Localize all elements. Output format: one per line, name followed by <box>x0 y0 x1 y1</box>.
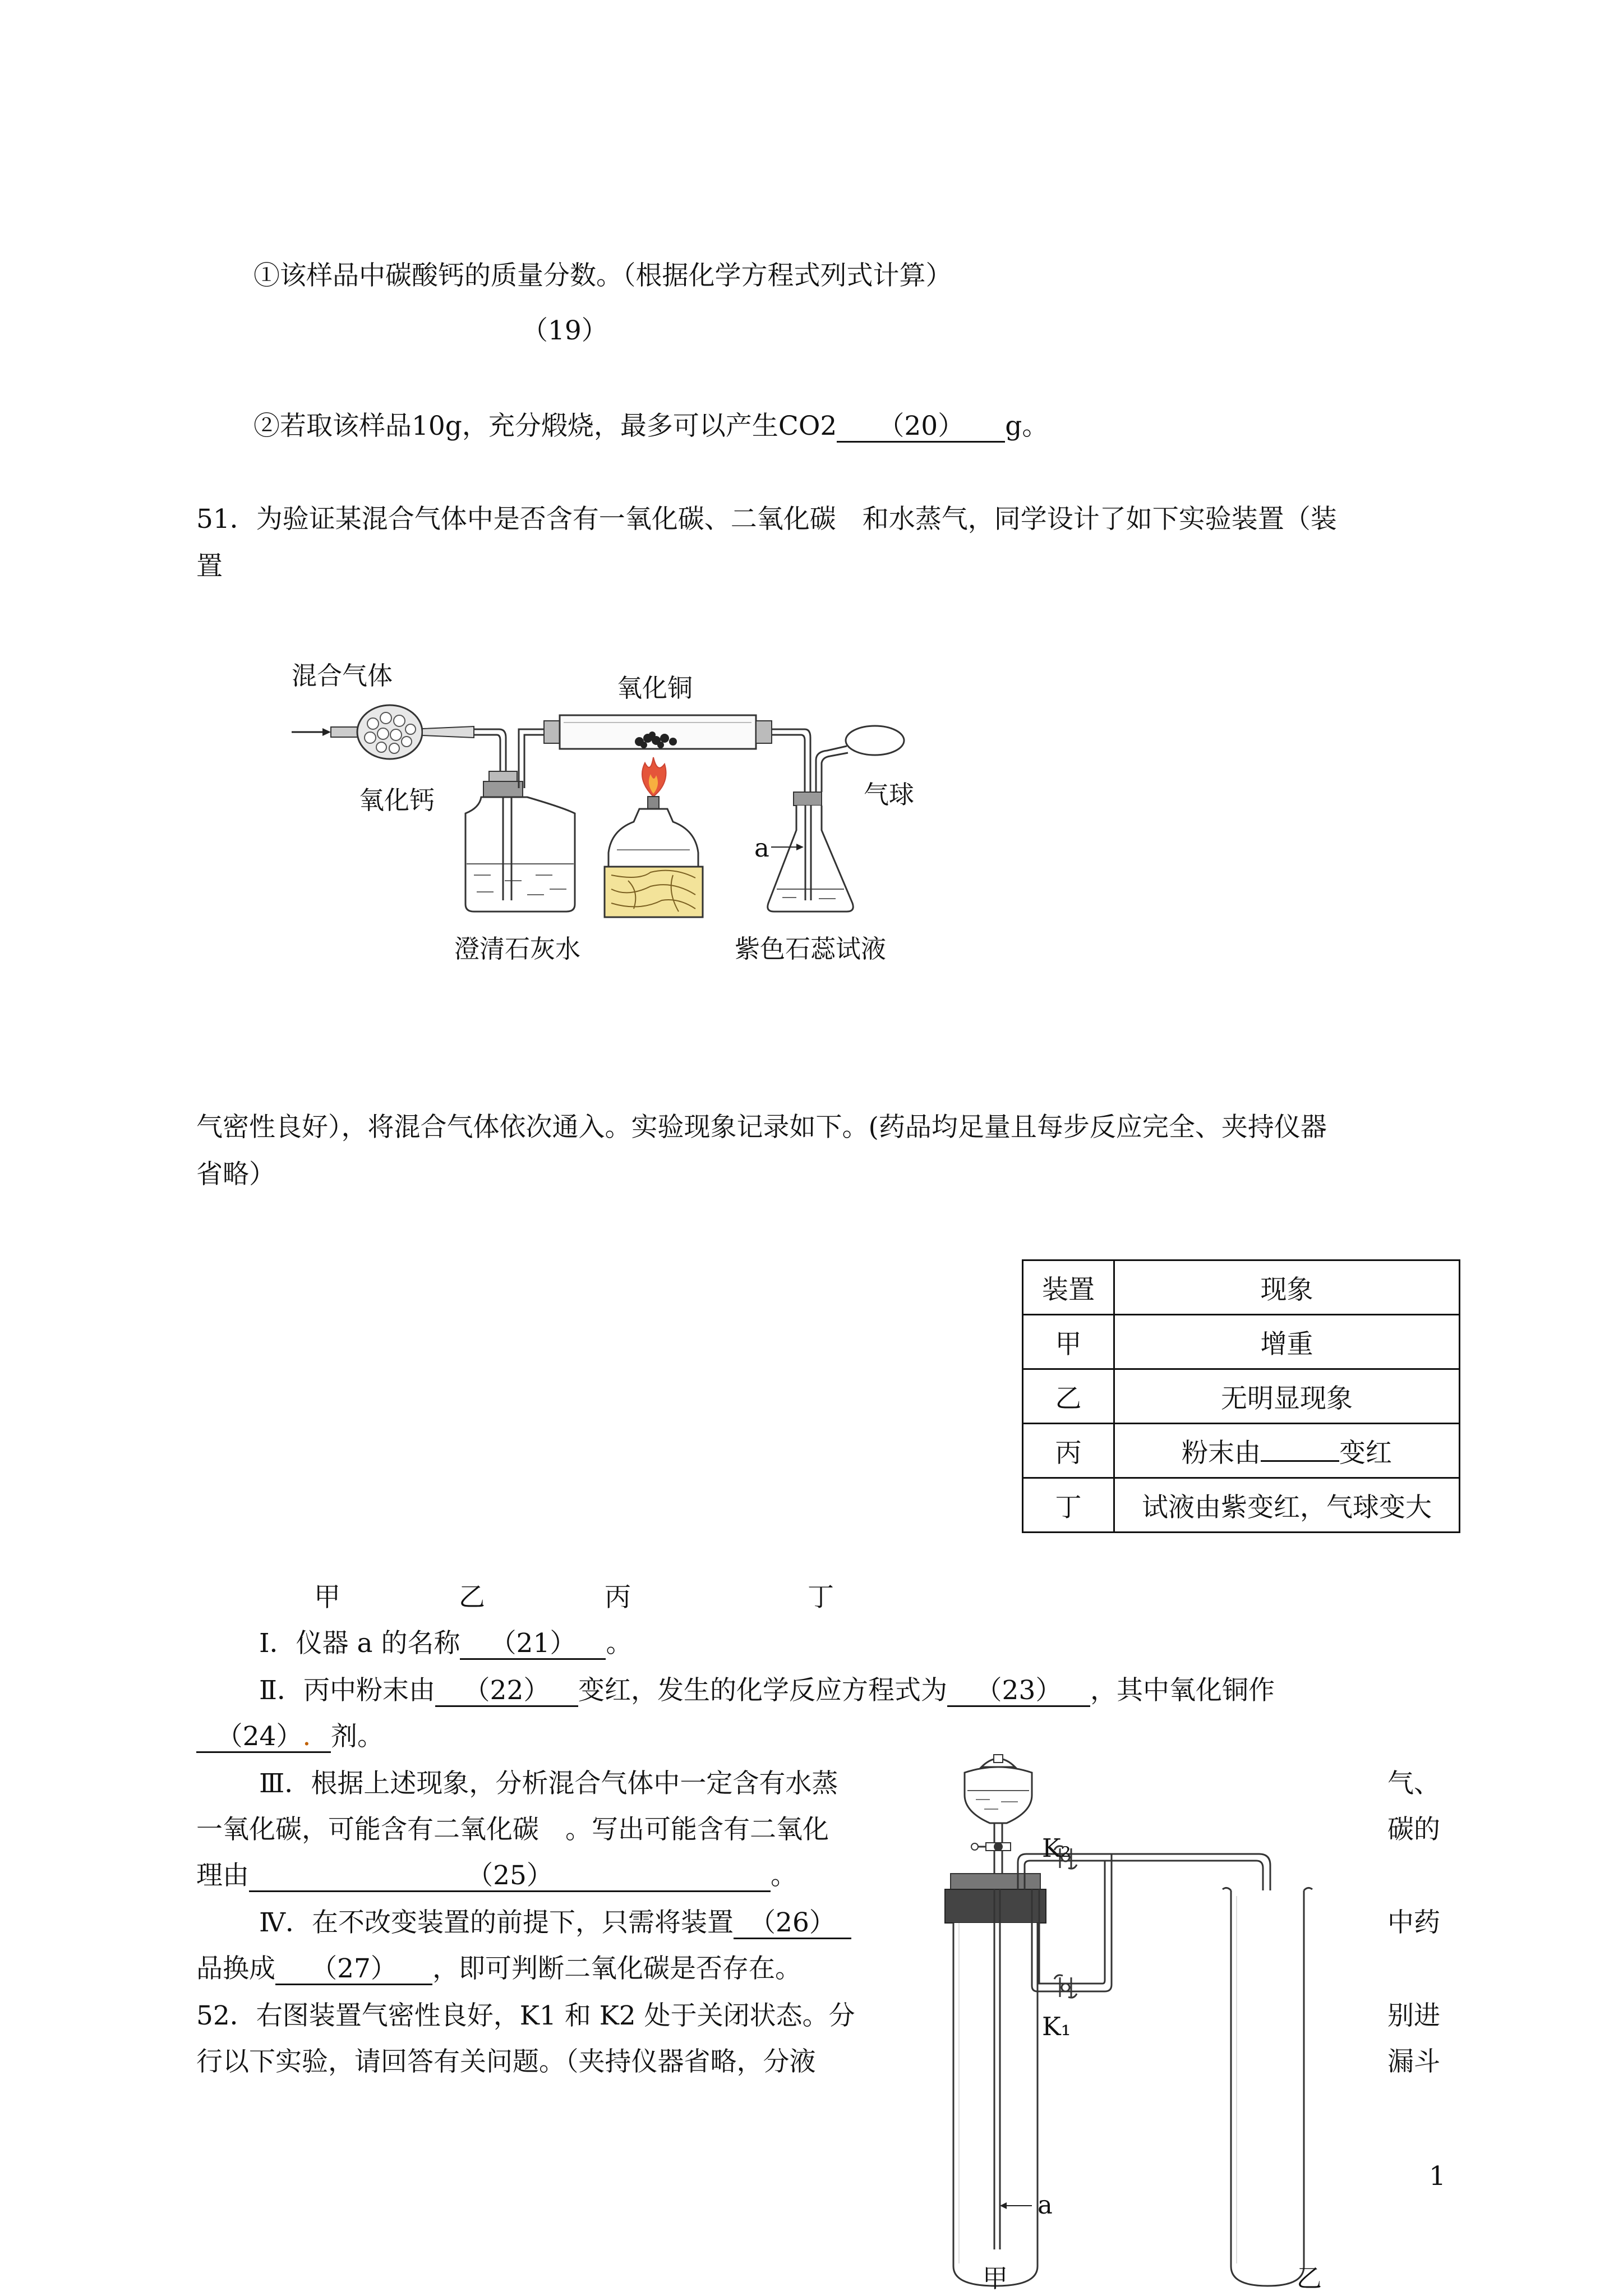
q51-intro-line1: 51．为验证某混合气体中是否含有一氧化碳、二氧化碳 和水蒸气，同学设计了如下实验装置（装 <box>196 504 1337 535</box>
phenomenon-post: 变红 <box>1339 1437 1392 1469</box>
q50-part2 <box>253 409 1048 443</box>
label-tube-yi: 乙 <box>1297 2263 1322 2293</box>
table-cell-device: 丁 <box>1023 1478 1114 1533</box>
q51-II-post: ，其中氧化铜作 <box>1090 1675 1275 1706</box>
label-mixed-gas: 混合气体 <box>292 661 393 691</box>
q51-IV-text2: 品换成 <box>196 1953 275 1984</box>
table-header-device: 装置 <box>1023 1260 1114 1315</box>
apparatus-label-jia: 甲 <box>314 1582 340 1613</box>
label-copper-oxide: 氧化铜 <box>617 673 693 703</box>
table-cell-phenomenon: 无明显现象 <box>1114 1369 1460 1424</box>
table-row <box>1023 1424 1460 1478</box>
q51-IV-line2 <box>196 1952 801 1986</box>
q51-III-line2: 一氧化碳，可能含有二氧化碳 。写出可能含有二氧化 <box>196 1814 829 1845</box>
table-row <box>1023 1315 1460 1369</box>
q51-intro-line2: 置 <box>196 551 223 582</box>
table-cell-phenomenon: 试液由紫变红，气球变大 <box>1114 1478 1460 1533</box>
q52-line1-right: 别进 <box>1387 2000 1440 2031</box>
blank-25[interactable]: （25） <box>249 1861 771 1892</box>
label-tube-jia: 甲 <box>983 2263 1008 2293</box>
label-calcium-oxide: 氧化钙 <box>359 785 435 815</box>
q51-II-cont <box>196 1720 384 1754</box>
blank-20[interactable]: （20） <box>837 412 1005 443</box>
q51-I-end: 。 <box>606 1628 633 1659</box>
blank-24-text: （24） <box>216 1721 303 1752</box>
q51-I-text: Ⅰ．仪器 a 的名称 <box>259 1628 460 1659</box>
table-cell-phenomenon <box>1114 1424 1460 1478</box>
table-cell-phenomenon: 增重 <box>1114 1315 1460 1369</box>
label-k1: K₁ <box>1042 2012 1071 2041</box>
label-a-flask: a <box>754 833 769 863</box>
label-litmus: 紫色石蕊试液 <box>735 934 887 964</box>
q51-IV-end: ，即可判断二氧化碳是否存在。 <box>432 1953 801 1984</box>
q51-II-mid: 变红，发生的化学反应方程式为 <box>578 1675 947 1706</box>
q51-intro-line4: 省略） <box>196 1159 275 1190</box>
q51-IV-text: Ⅳ．在不改变装置的前提下，只需将装置 <box>259 1907 734 1938</box>
q51-III-line1-right: 气、 <box>1387 1768 1440 1799</box>
q51-III-line3 <box>196 1859 797 1893</box>
stray-dot: . <box>302 1721 311 1752</box>
table-cell-device: 乙 <box>1023 1369 1114 1424</box>
label-balloon: 气球 <box>864 780 915 809</box>
blank-26[interactable]: （26） <box>734 1908 851 1939</box>
apparatus-label-bing: 丙 <box>605 1582 631 1613</box>
q51-II <box>259 1674 1275 1708</box>
label-limewater: 澄清石灰水 <box>454 934 581 964</box>
q52-line2-right: 漏斗 <box>1387 2046 1440 2077</box>
q50-part2-unit: g。 <box>1005 411 1049 441</box>
table-header-phenomenon: 现象 <box>1114 1260 1460 1315</box>
blank-24[interactable] <box>196 1722 331 1753</box>
q51-III-reason: 理由 <box>196 1860 249 1891</box>
blank-22[interactable]: （22） <box>435 1676 578 1707</box>
q51-II-end: 剂。 <box>331 1721 384 1752</box>
q51-III-end: 。 <box>771 1860 797 1891</box>
table-row <box>1023 1369 1460 1424</box>
q52-line2: 行以下实验，请回答有关问题。（夹持仪器省略，分液 <box>196 2046 816 2077</box>
page-number: 1 <box>1429 2161 1446 2192</box>
q51-IV-line1-right: 中药 <box>1387 1907 1440 1938</box>
q52-line1: 52．右图装置气密性良好，K1 和 K2 处于关闭状态。分 <box>196 2000 855 2031</box>
label-a-tube: a <box>1038 2190 1053 2220</box>
blank-19: （19） <box>522 315 608 346</box>
q50-part1: ①该样品中碳酸钙的质量分数。（根据化学方程式列式计算） <box>253 260 952 291</box>
q51-intro-line3: 气密性良好），将混合气体依次通入。实验现象记录如下。(药品均足量且每步反应完全、夹持仪器 <box>196 1112 1327 1143</box>
q51-III-line2-right: 碳的 <box>1387 1814 1440 1845</box>
apparatus-label-ding: 丁 <box>808 1582 834 1613</box>
table-cell-device: 丙 <box>1023 1424 1114 1478</box>
q51-III-line1: Ⅲ．根据上述现象，分析混合气体中一定含有水蒸 <box>259 1768 838 1799</box>
q51-I <box>259 1627 632 1660</box>
q50-part2-text: ②若取该样品10g，充分煅烧，最多可以产生CO2 <box>253 411 837 441</box>
q52-apparatus-diagram <box>920 1750 1380 2294</box>
table-cell-device: 甲 <box>1023 1315 1114 1369</box>
blank-21[interactable]: （21） <box>460 1629 606 1660</box>
blank-27[interactable]: （27） <box>275 1954 432 1985</box>
q51-II-text: Ⅱ．丙中粉末由 <box>259 1675 435 1706</box>
table-header-row <box>1023 1260 1460 1315</box>
blank-23[interactable]: （23） <box>947 1676 1090 1707</box>
observation-table <box>1022 1259 1460 1533</box>
label-k2: K₂ <box>1042 1833 1071 1863</box>
phenomenon-pre: 粉末由 <box>1182 1437 1261 1469</box>
table-row <box>1023 1478 1460 1533</box>
apparatus-label-yi: 乙 <box>459 1582 485 1613</box>
table-blank[interactable] <box>1261 1460 1339 1462</box>
q51-IV-line1 <box>259 1906 851 1940</box>
